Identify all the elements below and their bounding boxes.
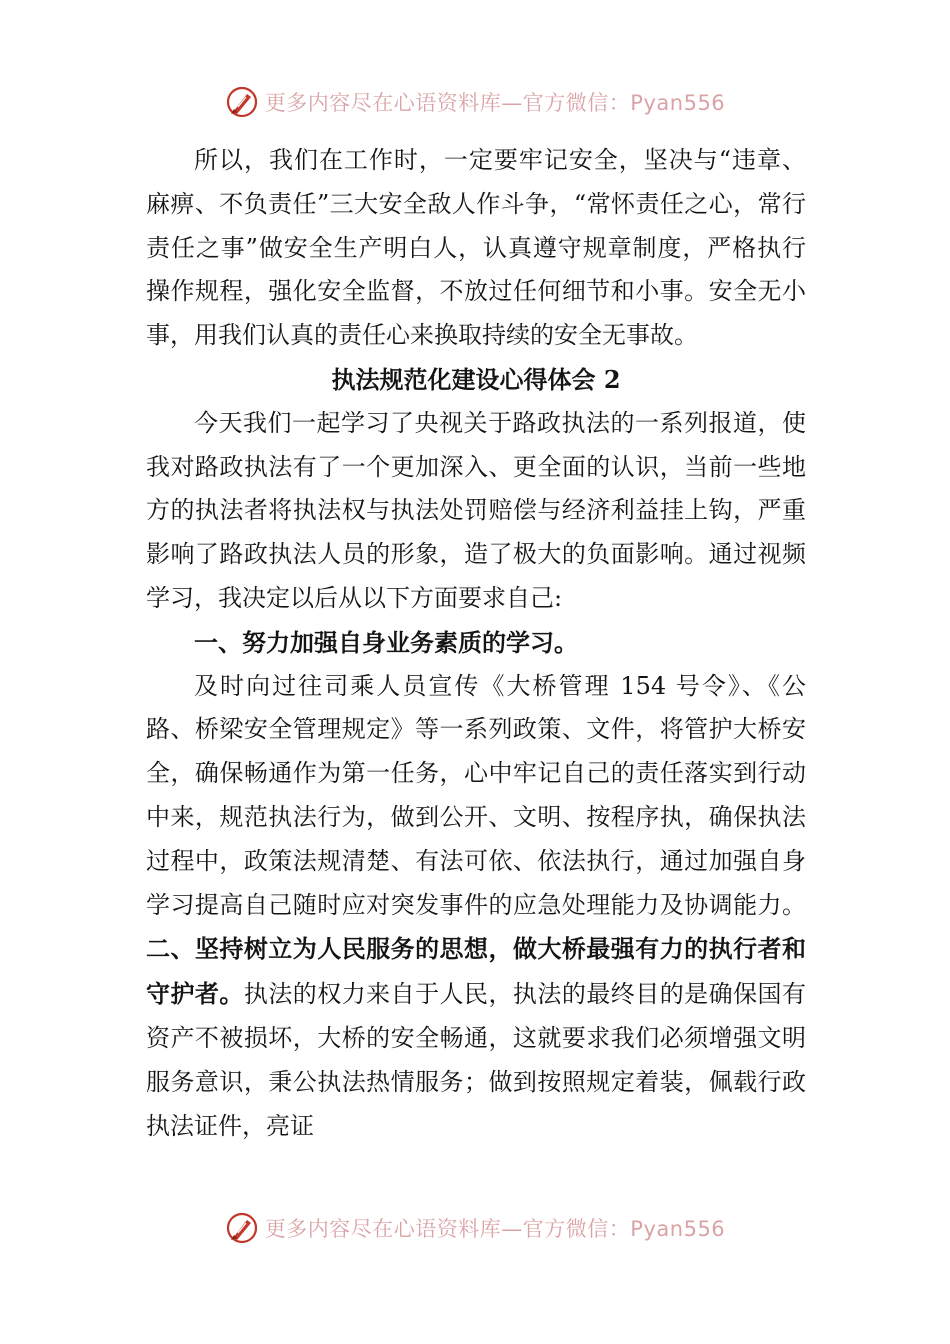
- footer-watermark: [0, 1208, 950, 1248]
- subheading-study: 一、努力加强自身业务素质的学习。: [194, 627, 578, 657]
- watermark-text: 更多内容尽在心语资料库—官方微信：Pyan556: [264, 1217, 726, 1241]
- watermark-text: 更多内容尽在心语资料库—官方微信：Pyan556: [264, 91, 726, 115]
- document-body: [146, 139, 806, 1148]
- section-title: 执法规范化建设心得体会 2: [331, 364, 621, 394]
- pen-nib-icon: [225, 85, 259, 119]
- pen-nib-icon: [225, 1211, 259, 1245]
- paragraph-study: [146, 665, 806, 1149]
- paragraph-study-text: 及时向过往司乘人员宣传《大桥管理 154 号令》、《公路、桥梁安全管理规定》等一系列政策、文件，将管护大桥安全，确保畅通作为第一任务，心中牢记自己的责任落实到行动中来，规范执法行为，做到公开、文明、按程序执，确保执法过程中，政策法规清楚、有法可依、依法执行，通过加强自身学习提高自己随时应对突发事件的应急处理能力及协调能力。: [146, 671, 806, 919]
- paragraph-safety: 所以，我们在工作时，一定要牢记安全，坚决与“违章、麻痹、不负责任”三大安全敌人作斗争，“常怀责任之心，常行责任之事”做安全生产明白人，认真遵守规章制度，严格执行操作规程，强化安全监督，不放过任何细节和小事。安全无小事，用我们认真的责任心来换取持续的安全无事故。: [146, 146, 806, 350]
- paragraph-service-text: 执法的权力来自于人民，执法的最终目的是确保国有资产不被损坏，大桥的安全畅通，这就要求我们必须增强文明服务意识，秉公执法热情服务；做到按照规定着装，佩载行政执法证件，亮证: [146, 980, 807, 1140]
- subheading-service: 二、坚持树立为人民服务的思想，做大桥最强有力的执行者和守护者。: [146, 934, 806, 1009]
- header-watermark: [0, 82, 950, 122]
- paragraph-intro: 今天我们一起学习了央视关于路政执法的一系列报道，使我对路政执法有了一个更加深入、更全面的认识，当前一些地方的执法者将执法权与执法处罚赔偿与经济利益挂上钩，严重影响了路政执法人员的形象，造了极大的负面影响。通过视频学习，我决定以后从以下方面要求自己:: [146, 408, 806, 612]
